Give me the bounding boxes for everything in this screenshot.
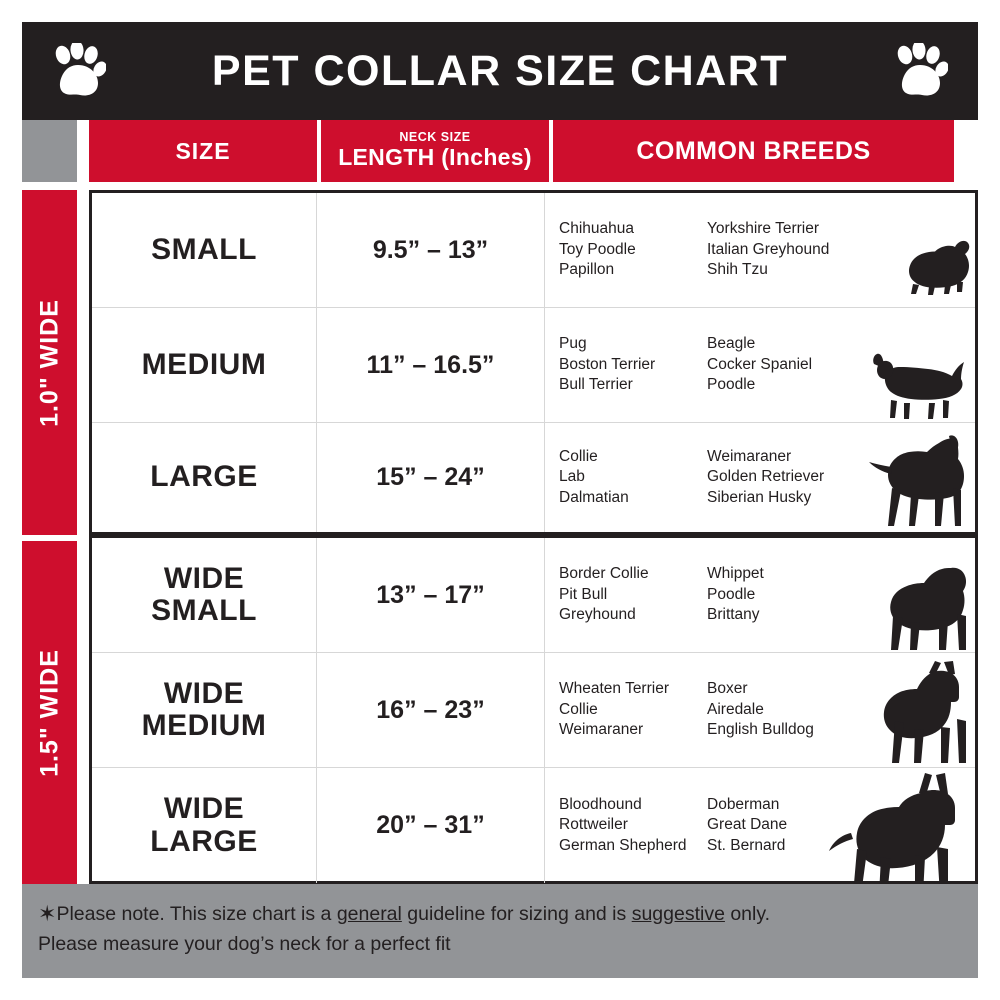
- breed-item: Weimaraner: [559, 721, 644, 739]
- breed-item: Boston Terrier: [559, 355, 656, 373]
- table-body: [89, 190, 978, 884]
- chart-header: [22, 22, 978, 120]
- breed-item: Yorkshire Terrier: [707, 220, 819, 238]
- doberman-silhouette-icon: [821, 771, 971, 897]
- row-length: 9.5” – 13”: [317, 193, 545, 307]
- breed-item: Bull Terrier: [559, 376, 633, 394]
- footer-note: [22, 884, 978, 978]
- breed-column-1: [559, 564, 707, 626]
- breed-column-2: [707, 564, 852, 626]
- footer-underline-suggestive: suggestive: [631, 903, 725, 925]
- row-size-line2: MEDIUM: [141, 709, 267, 742]
- paw-icon: [894, 43, 948, 99]
- breed-item: Great Dane: [707, 816, 788, 834]
- table-row: [92, 653, 975, 768]
- row-length: 16” – 23”: [317, 653, 545, 767]
- footer-underline-general: general: [336, 903, 402, 925]
- row-size-line1: WIDE: [163, 561, 245, 595]
- breed-item: Golden Retriever: [707, 468, 825, 486]
- column-header-length-sub: NECK SIZE: [399, 129, 471, 144]
- row-size-line1: MEDIUM: [141, 347, 267, 381]
- footer-line-1: [38, 898, 962, 930]
- breed-item: Boxer: [707, 680, 748, 698]
- footer-text-b: guideline for sizing and is: [401, 903, 632, 925]
- row-size-line1: SMALL: [151, 232, 257, 266]
- breed-item: Collie: [559, 700, 598, 718]
- breed-column-1: [559, 795, 707, 857]
- footer-line-2: Please measure your dog’s neck for a perfect fit: [38, 932, 451, 955]
- breed-item: Border Collie: [559, 565, 649, 583]
- column-header-length: [321, 120, 549, 182]
- table-row: [92, 308, 975, 423]
- breed-item: Shih Tzu: [707, 261, 768, 279]
- group-label-1-5-inch: [22, 541, 77, 884]
- breed-item: St. Bernard: [707, 836, 786, 854]
- breed-column-2: [707, 447, 852, 509]
- breed-column-2: [707, 219, 852, 281]
- table-row: [92, 768, 975, 883]
- table-row: [92, 538, 975, 653]
- row-length: 11” – 16.5”: [317, 308, 545, 422]
- breed-item: Dalmatian: [559, 488, 629, 506]
- row-breeds: [545, 308, 975, 422]
- footer-text-c: only.: [724, 903, 771, 925]
- row-length: 20” – 31”: [317, 768, 545, 883]
- row-size-line2: LARGE: [150, 824, 258, 858]
- breed-item: Brittany: [707, 606, 760, 624]
- breed-item: Siberian Husky: [707, 488, 812, 506]
- breed-column-2: [707, 679, 852, 741]
- breed-item: Pug: [559, 335, 587, 353]
- row-size: [92, 193, 317, 307]
- group-label-1-inch: [22, 190, 77, 535]
- breed-item: Airedale: [707, 700, 764, 718]
- breed-column-1: [559, 447, 707, 509]
- table-row: [92, 193, 975, 308]
- boxer-silhouette-icon: [865, 659, 971, 767]
- column-header-size: SIZE: [89, 120, 317, 182]
- footer-text-a: Please note. This size chart is a: [56, 903, 337, 925]
- breed-item: Papillon: [559, 261, 615, 279]
- breed-column-1: [559, 679, 707, 741]
- row-size: [92, 538, 317, 652]
- breed-item: Chihuahua: [559, 220, 634, 238]
- row-breeds: [545, 768, 975, 883]
- row-size: [92, 653, 317, 767]
- breed-column-2: [707, 334, 852, 396]
- breed-item: Wheaten Terrier: [559, 680, 669, 698]
- breed-item: Pit Bull: [559, 585, 608, 603]
- breed-item: Collie: [559, 447, 598, 465]
- row-length: 15” – 24”: [317, 423, 545, 532]
- row-size-line2: SMALL: [151, 594, 257, 627]
- small-fluffy-dog-silhouette-icon: [885, 229, 971, 307]
- page-title: PET COLLAR SIZE CHART: [211, 46, 789, 95]
- breed-item: Italian Greyhound: [707, 240, 830, 258]
- breed-item: Poodle: [707, 585, 756, 603]
- group-label-1-5-inch-text: 1.5" WIDE: [35, 648, 63, 777]
- breed-column-1: [559, 219, 707, 281]
- column-header-length-main: LENGTH (Inches): [338, 144, 532, 171]
- column-header-breeds: COMMON BREEDS: [553, 120, 954, 182]
- row-breeds: [545, 653, 975, 767]
- breed-item: Whippet: [707, 565, 764, 583]
- breed-item: Rottweiler: [559, 816, 628, 834]
- breed-item: Lab: [559, 468, 585, 486]
- table-row: [92, 423, 975, 538]
- row-size: [92, 423, 317, 532]
- breed-item: English Bulldog: [707, 721, 814, 739]
- size-table: [22, 120, 978, 884]
- breed-item: Beagle: [707, 335, 756, 353]
- breed-column-1: [559, 334, 707, 396]
- row-size: [92, 308, 317, 422]
- bulldog-silhouette-icon: [867, 560, 971, 652]
- row-breeds: [545, 423, 975, 532]
- row-size-line1: WIDE: [163, 792, 245, 826]
- row-length: 13” – 17”: [317, 538, 545, 652]
- row-size-line1: LARGE: [150, 460, 258, 494]
- row-breeds: [545, 538, 975, 652]
- breed-item: Bloodhound: [559, 795, 642, 813]
- breed-item: Weimaraner: [707, 447, 792, 465]
- breed-item: Toy Poodle: [559, 240, 636, 258]
- breed-item: Doberman: [707, 795, 780, 813]
- row-size-line1: WIDE: [163, 676, 245, 710]
- dachshund-silhouette-icon: [871, 350, 971, 422]
- group-label-1-inch-text: 1.0" WIDE: [35, 298, 63, 427]
- header-corner-cell: [22, 120, 77, 182]
- breed-item: Poodle: [707, 376, 756, 394]
- row-size: [92, 768, 317, 883]
- retriever-silhouette-icon: [861, 434, 971, 532]
- breed-item: Cocker Spaniel: [707, 355, 813, 373]
- asterisk-icon: ✶: [38, 901, 57, 926]
- paw-icon: [52, 43, 106, 99]
- row-breeds: [545, 193, 975, 307]
- breed-item: German Shepherd: [559, 836, 687, 854]
- breed-item: Greyhound: [559, 606, 636, 624]
- table-column-headers: [22, 120, 978, 182]
